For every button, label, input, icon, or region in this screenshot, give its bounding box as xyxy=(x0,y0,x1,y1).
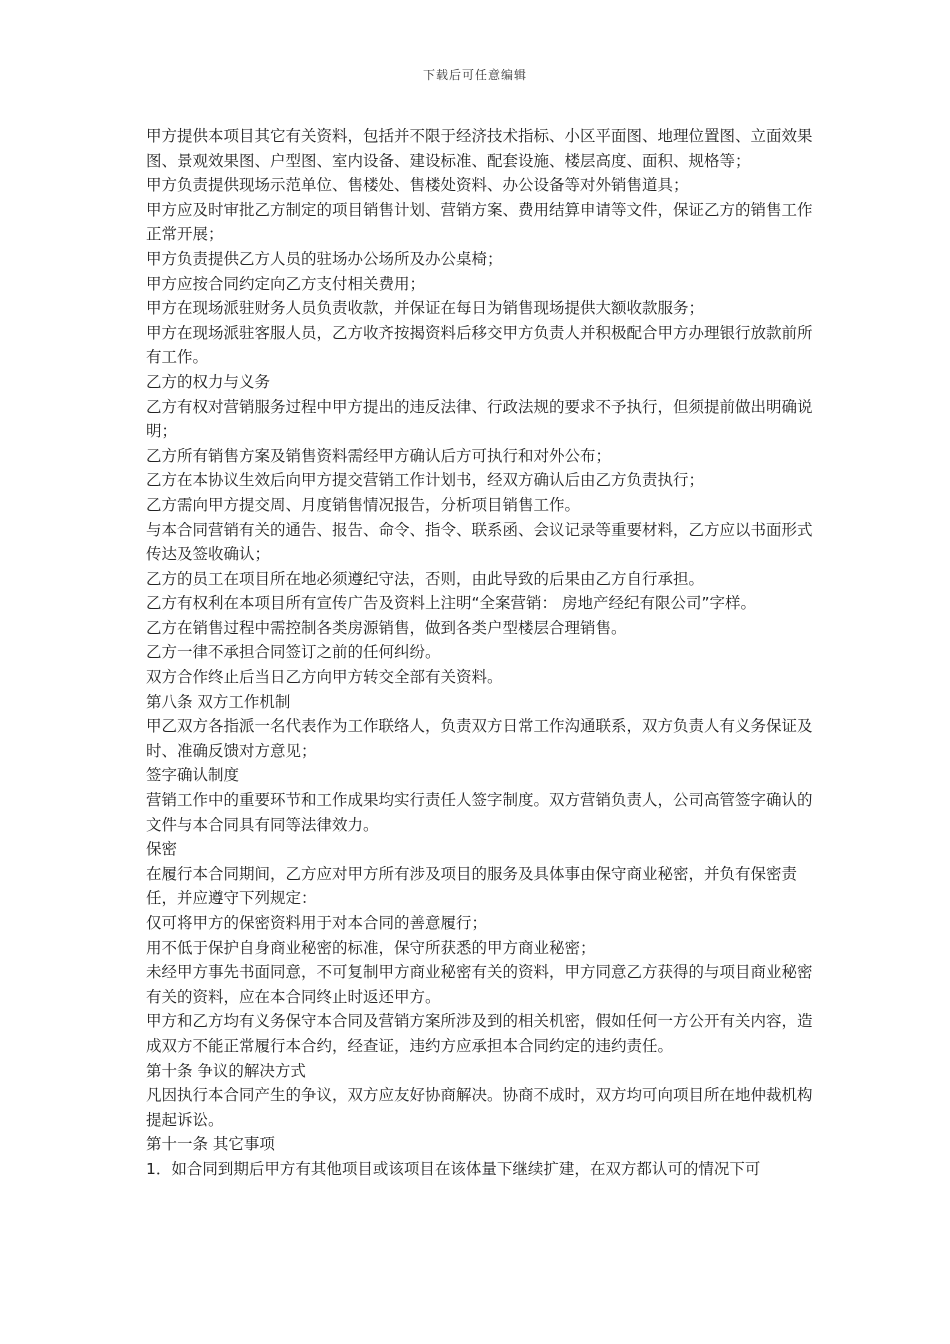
paragraph: 甲方应及时审批乙方制定的项目销售计划、营销方案、费用结算申请等文件，保证乙方的销售工作正常开展； xyxy=(146,200,813,244)
paragraph: 1．如合同到期后甲方有其他项目或该项目在该体量下继续扩建，在双方都认可的情况下可 xyxy=(146,1159,761,1178)
paragraph: 甲乙双方各指派一名代表作为工作联络人，负责双方日常工作沟通联系，双方负责人有义务保证及时、准确反馈对方意见； xyxy=(146,717,813,760)
section-heading: 保密 xyxy=(146,840,178,859)
page-header: 下载后可任意编辑 xyxy=(422,68,527,82)
paragraph: 乙方在销售过程中需控制各类房源销售，做到各类户型楼层合理销售。 xyxy=(146,618,627,637)
paragraph: 甲方应按合同约定向乙方支付相关费用； xyxy=(146,274,426,293)
paragraph: 双方合作终止后当日乙方向甲方转交全部有关资料。 xyxy=(146,668,503,687)
paragraph: 在履行本合同期间，乙方应对甲方所有涉及项目的服务及具体事由保守商业秘密，并负有保密责任，并应遵守下列规定： xyxy=(146,864,798,908)
paragraph: 与本合同营销有关的通告、报告、命令、指令、联系函、会议记录等重要材料，乙方应以书面形式传达及签收确认； xyxy=(146,520,813,564)
article-heading: 第十一条 其它事项 xyxy=(146,1135,275,1154)
paragraph: 未经甲方事先书面同意，不可复制甲方商业秘密有关的资料，甲方同意乙方获得的与项目商业秘密有关的资料，应在本合同终止时返还甲方。 xyxy=(146,963,813,1006)
paragraph: 乙方一律不承担合同签订之前的任何纠纷。 xyxy=(146,643,441,662)
article-heading: 第八条 双方工作机制 xyxy=(146,692,291,711)
paragraph: 乙方的员工在项目所在地必须遵纪守法，否则，由此导致的后果由乙方自行承担。 xyxy=(146,569,705,588)
paragraph: 仅可将甲方的保密资料用于对本合同的善意履行； xyxy=(146,914,488,932)
paragraph: 甲方提供本项目其它有关资料，包括并不限于经济技术指标、小区平面图、地理位置图、立面效果图、景观效果图、户型图、室内设备、建设标准、配套设施、楼层高度、面积、规格等； xyxy=(146,127,813,170)
paragraph: 用不低于保护自身商业秘密的标准，保守所获悉的甲方商业秘密； xyxy=(146,938,596,957)
paragraph: 甲方负责提供现场示范单位、售楼处、售楼处资料、办公设备等对外销售道具； xyxy=(146,176,689,195)
paragraph: 乙方有权利在本项目所有宣传广告及资料上注明“全案营销： 房地产经纪有限公司”字样。 xyxy=(146,594,756,613)
paragraph: 营销工作中的重要环节和工作成果均实行责任人签字制度。双方营销负责人，公司高管签字确认的文件与本合同具有同等法律效力。 xyxy=(146,791,813,834)
article-heading: 第十条 争议的解决方式 xyxy=(146,1061,306,1080)
section-heading: 签字确认制度 xyxy=(146,766,240,785)
paragraph: 甲方和乙方均有义务保守本合同及营销方案所涉及到的相关机密，假如任何一方公开有关内容，造成双方不能正常履行本合约，经查证，违约方应承担本合同约定的违约责任。 xyxy=(146,1012,813,1055)
paragraph: 甲方负责提供乙方人员的驻场办公场所及办公桌椅； xyxy=(146,249,503,268)
paragraph: 甲方在现场派驻财务人员负责收款，并保证在每日为销售现场提供大额收款服务； xyxy=(146,299,705,318)
paragraph: 乙方有权对营销服务过程中甲方提出的违反法律、行政法规的要求不予执行，但须提前做出明确说明； xyxy=(146,397,813,441)
paragraph: 凡因执行本合同产生的争议，双方应友好协商解决。协商不成时，双方均可向项目所在地仲裁机构提起诉讼。 xyxy=(146,1086,813,1129)
paragraph: 乙方需向甲方提交周、月度销售情况报告，分析项目销售工作。 xyxy=(146,495,581,514)
paragraph: 乙方在本协议生效后向甲方提交营销工作计划书，经双方确认后由乙方负责执行； xyxy=(146,471,705,490)
section-heading: 乙方的权力与义务 xyxy=(146,372,271,391)
paragraph: 乙方所有销售方案及销售资料需经甲方确认后方可执行和对外公布； xyxy=(146,446,612,465)
document-body xyxy=(146,124,818,1182)
paragraph: 甲方在现场派驻客服人员，乙方收齐按揭资料后移交甲方负责人并积极配合甲方办理银行放款前所有工作。 xyxy=(146,323,813,367)
